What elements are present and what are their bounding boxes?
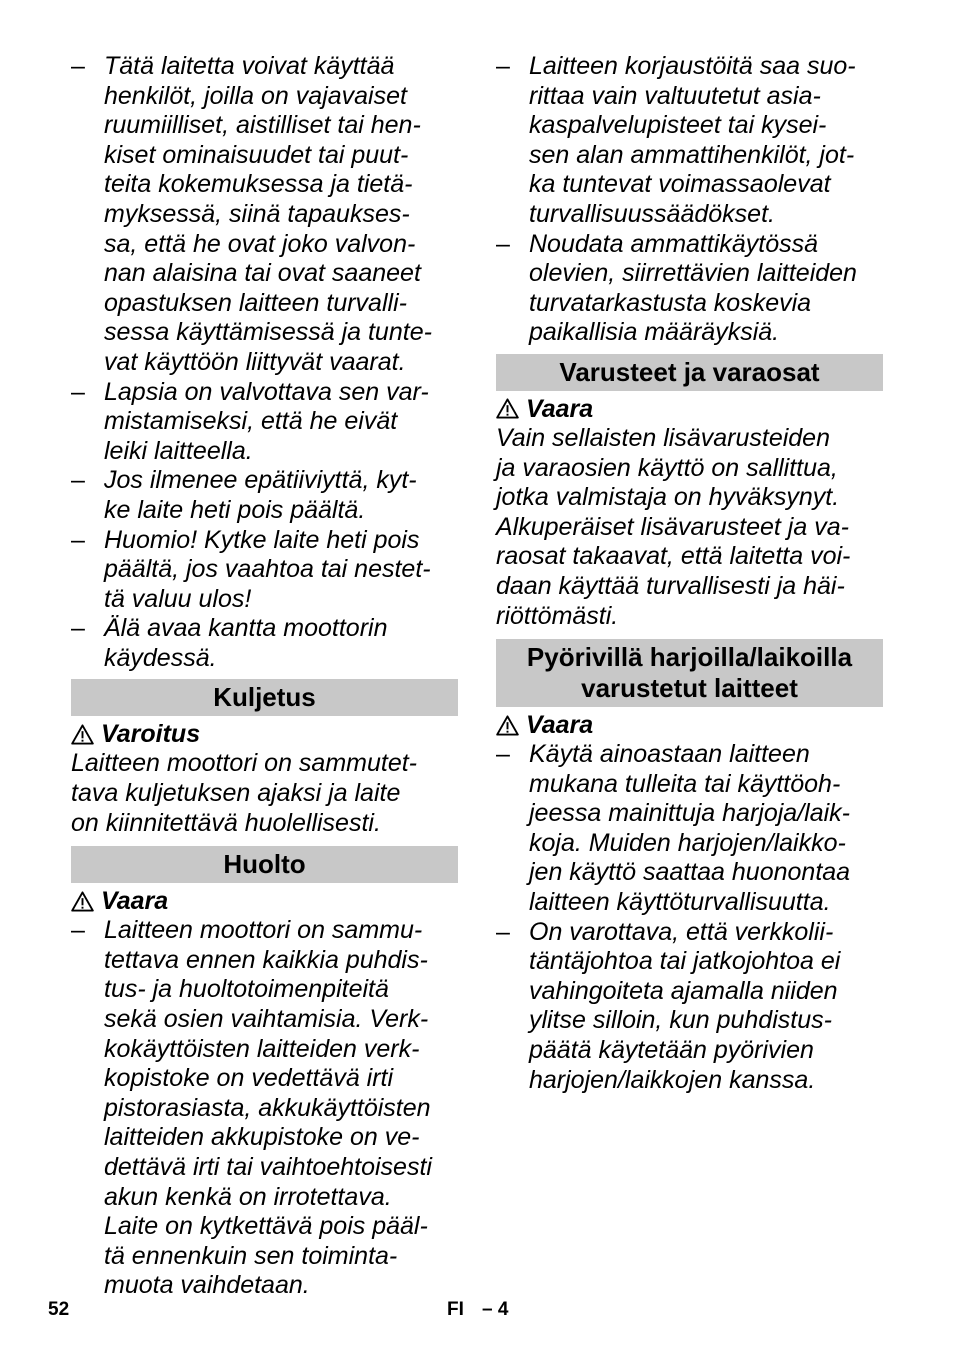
warning-text: Vaara xyxy=(526,394,594,423)
list-item xyxy=(71,466,458,525)
list-item-text: Jos ilmenee epätiiviyttä, kyt- ke laite heti pois päältä. xyxy=(104,466,417,524)
paragraph: Laitteen moottori on sammutet- tava kuljetuksen ajaksi ja laite on kiinnitettävä huolellisesti. xyxy=(71,749,417,837)
right-column xyxy=(496,52,883,1095)
list-item xyxy=(496,52,883,230)
warning-label xyxy=(496,394,883,424)
list-item xyxy=(496,918,883,1096)
list-item-text: Lapsia on valvottava sen var- mistamiseksi, että he eivät leiki laitteella. xyxy=(104,377,429,465)
list-item-text: Laitteen moottori on sammu- tettava ennen kaikkia puhdis- tus- ja huoltotoimenpiteitä sekä osien vaihtamisia. Verk- kokäyttöisten laitteiden verk- kopistoke on vedettävä irti pistorasiasta, akkukäyttöisten laitteiden akkupistoke on ve- dettävä irti tai vaihtoehtoisesti akun kenkä on irrotettava. Laite on kytkettävä pois pääl- tä ennenkuin sen toiminta- muota vaihdetaan. xyxy=(104,916,432,1300)
warning-label xyxy=(496,710,883,740)
list-item-text: Huomio! Kytke laite heti pois päältä, jos vaahtoa tai nestet- tä valuu ulos! xyxy=(104,525,431,613)
dash-bullet: – xyxy=(496,229,510,258)
dash-bullet: – xyxy=(71,52,85,80)
warning-triangle-icon xyxy=(496,398,519,419)
list-item xyxy=(71,378,458,467)
section-heading-kuljetus: Kuljetus xyxy=(71,679,458,716)
list-item-text: Älä avaa kantta moottorin käydessä. xyxy=(104,614,388,672)
section-heading-varusteet: Varusteet ja varaosat xyxy=(496,354,883,391)
section-heading-pyorivilla: Pyörivillä harjoilla/laikoilla varustetut laitteet xyxy=(496,639,883,707)
list-item xyxy=(71,52,458,378)
warning-text: Vaara xyxy=(101,887,169,916)
dash-bullet: – xyxy=(496,740,510,769)
left-column xyxy=(71,52,458,1301)
paragraph: Vain sellaisten lisävarusteiden ja varaosien käyttö on sallittua, jotka valmistaja on hyväksynyt. Alkuperäiset lisävarusteet ja va- raosat takaavat, että laitetta voi- daan käyttää turvallisesti ja häi- riöttömästi. xyxy=(496,423,851,630)
dash-bullet: – xyxy=(71,916,85,945)
warning-label xyxy=(71,719,458,749)
list-item xyxy=(71,526,458,615)
list-item-text: Noudata ammattikäytössä olevien, siirrettävien laitteiden turvatarkastusta koskevia paikallisia määräyksiä. xyxy=(529,229,857,347)
list-item xyxy=(496,230,883,348)
list-item-text: Tätä laitetta voivat käyttää henkilöt, joilla on vajavaiset ruumiilliset, aistilliset tai hen- kiset ominaisuudet tai puut- teita kokemuksessa ja tietä- myksessä, siinä tapaukses- sa, että he ovat joko valvon- nan alaisina tai ovat saaneet opastuksen laitteen turvalli- sessa käyttämisessä ja tunte- vat käyttöön liittyvät vaarat. xyxy=(104,52,432,376)
dash-bullet: – xyxy=(496,917,510,946)
list-item xyxy=(71,614,458,673)
section-page-number: – 4 xyxy=(482,1299,509,1320)
dash-bullet: – xyxy=(71,614,85,643)
warning-triangle-icon xyxy=(71,891,94,912)
list-item-text: Laitteen korjaustöitä saa suo- rittaa vain valtuutetut asia- kaspalvelupisteet tai kysei- sen alan ammattihenkilöt, jot- ka tuntevat voimassaolevat turvallisuussäädökset. xyxy=(529,52,856,228)
dash-bullet: – xyxy=(496,52,510,80)
intro-list-left xyxy=(71,52,458,673)
dash-bullet: – xyxy=(71,466,85,495)
warning-text: Vaara xyxy=(526,711,594,740)
language-code: FI xyxy=(447,1299,464,1320)
dash-bullet: – xyxy=(71,525,85,554)
warning-text: Varoitus xyxy=(101,720,201,749)
warning-triangle-icon xyxy=(71,724,94,745)
section-heading-huolto: Huolto xyxy=(71,846,458,883)
intro-list-right xyxy=(496,52,883,348)
warning-label xyxy=(71,886,458,916)
warning-triangle-icon xyxy=(496,715,519,736)
list-item-text: Käytä ainoastaan laitteen mukana tulleita tai käyttöoh- jeessa mainittuja harjoja/laik- koja. Muiden harjojen/laikko- jen käyttö saattaa huonontaa laitteen käyttöturvallisuutta. xyxy=(529,740,851,917)
list-item-text: On varottava, että verkkolii- täntäjohtoa tai jatkojohtoa ei vahingoiteta ajamalla niiden ylitse silloin, kun puhdistus- päätä käytetään pyörivien harjojen/laikkojen kanssa. xyxy=(529,917,841,1094)
list-item xyxy=(496,740,883,918)
list-item xyxy=(71,916,458,1301)
dash-bullet: – xyxy=(71,377,85,406)
page-number: 52 xyxy=(48,1299,70,1320)
